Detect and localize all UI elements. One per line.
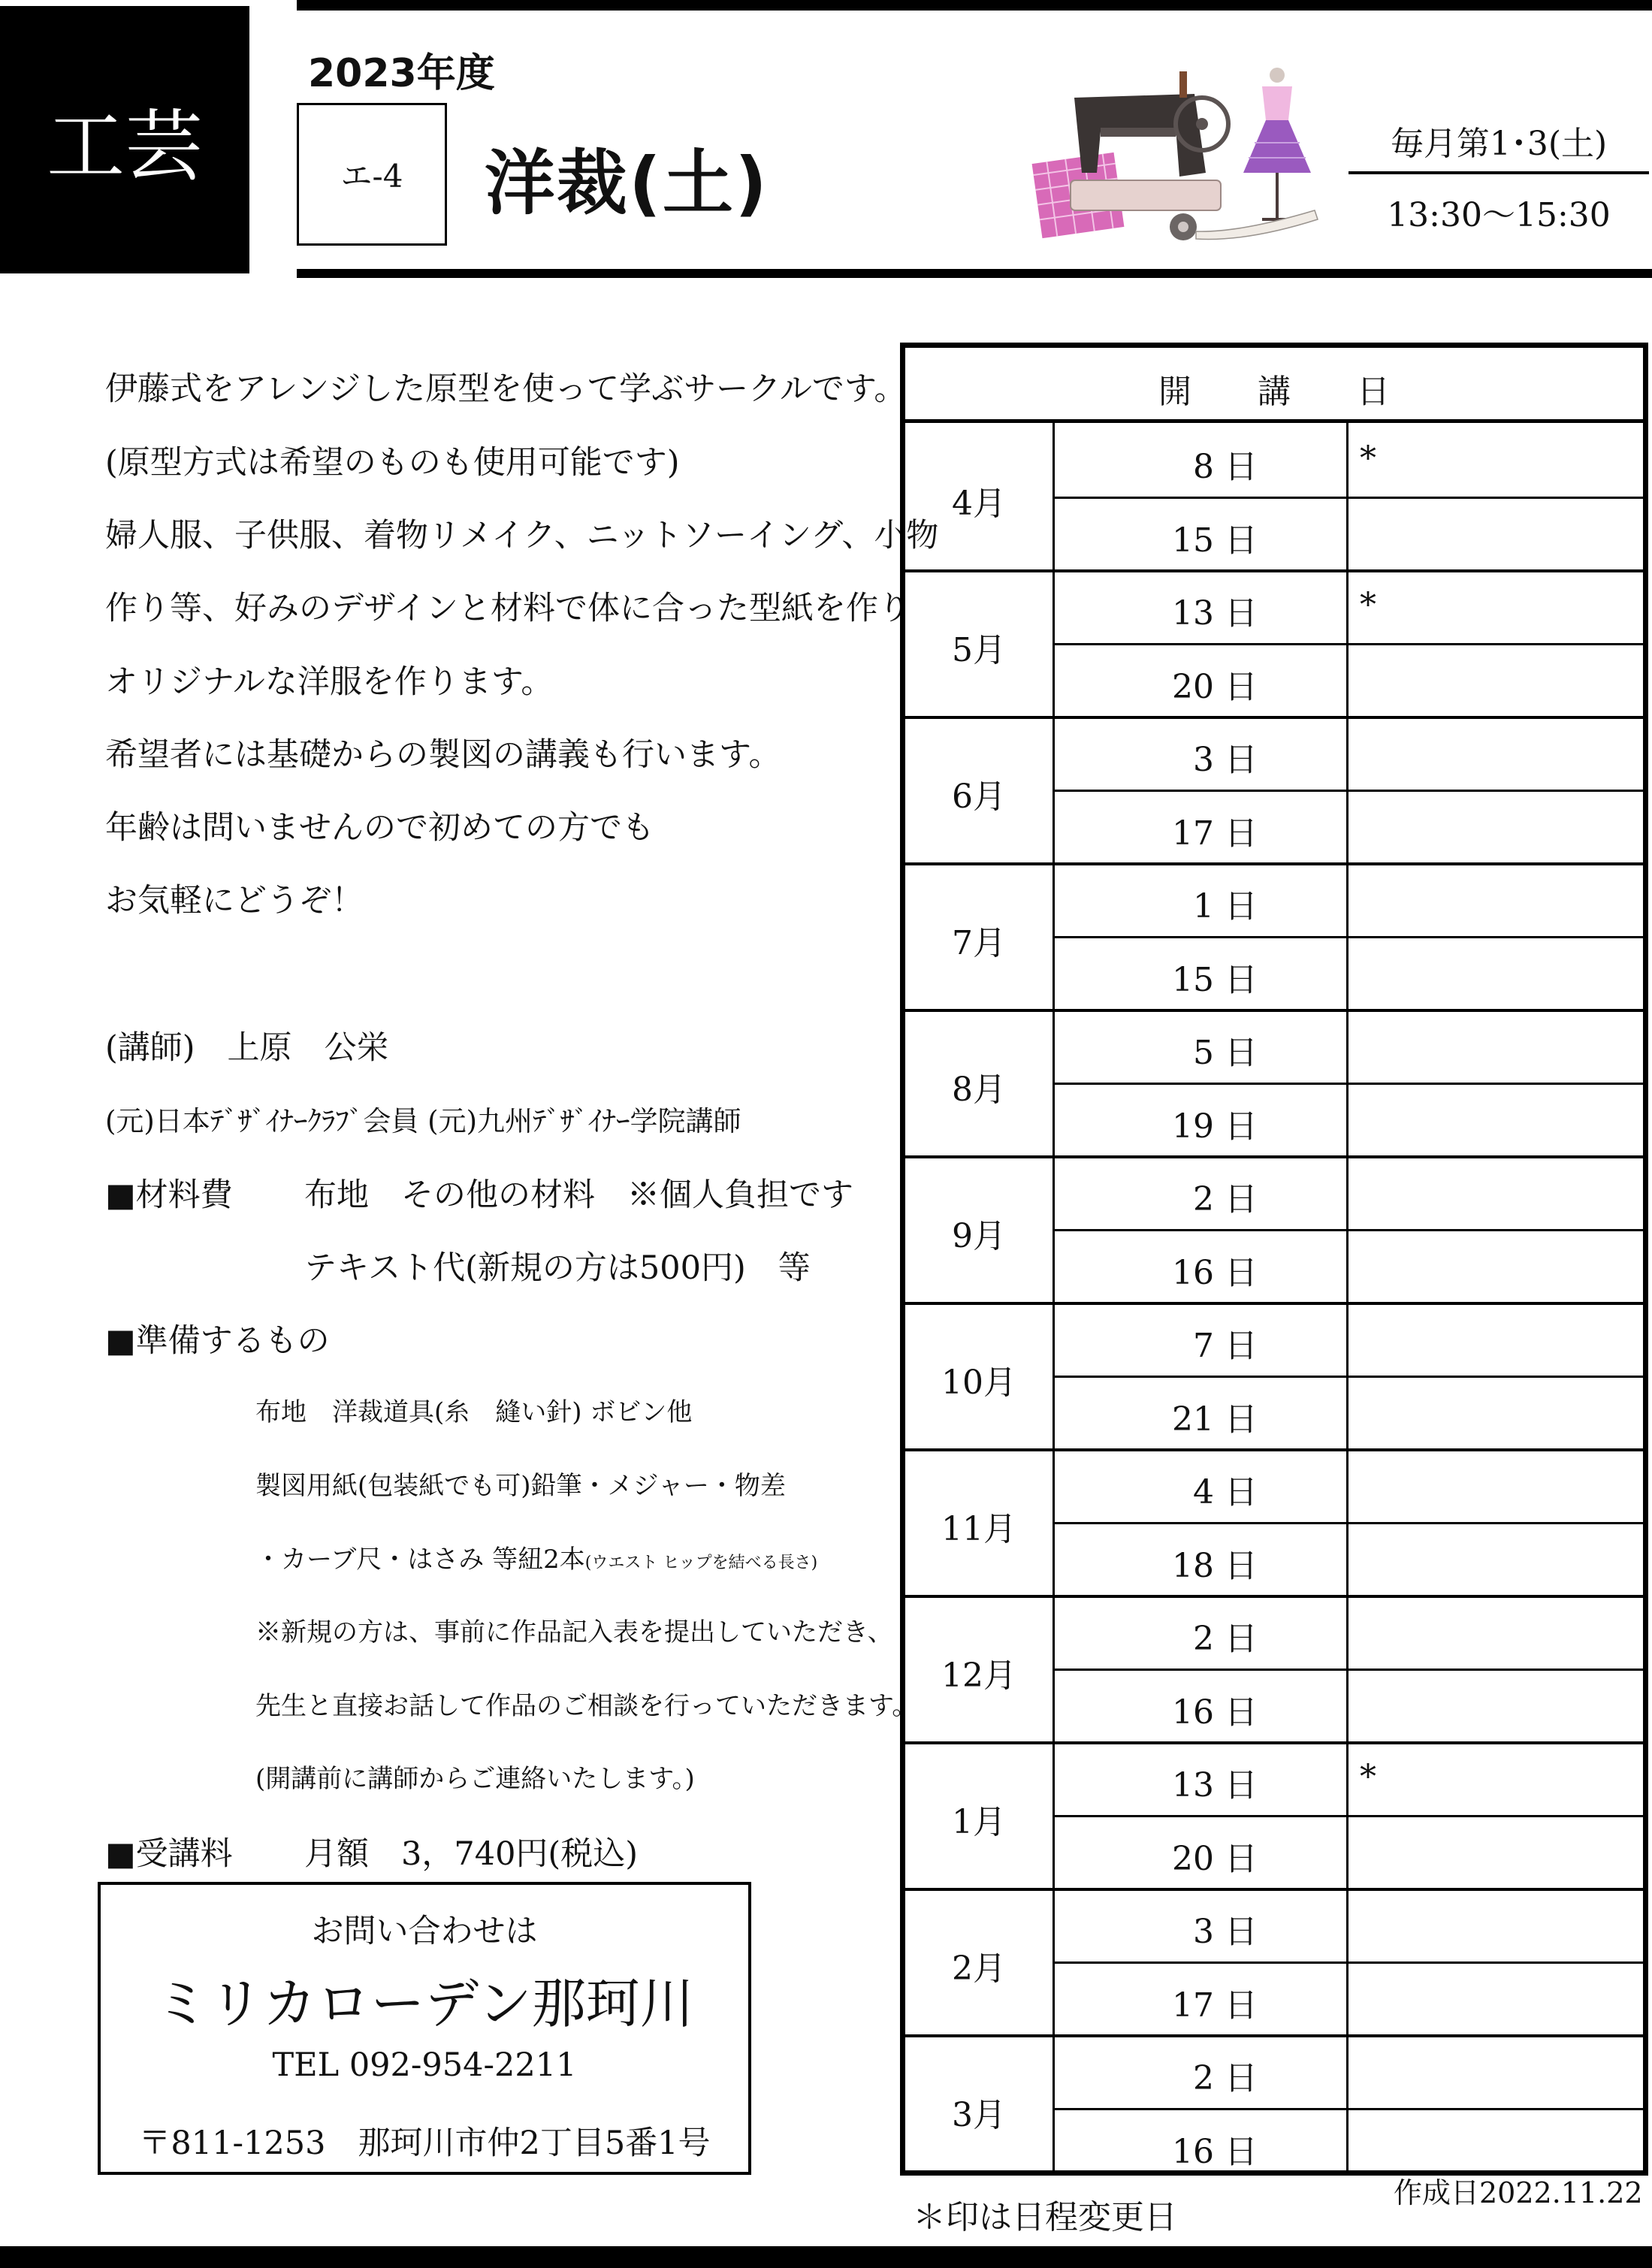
course-code: エ-4 [297,103,447,246]
table-column-rule [1346,423,1348,2170]
month-rule [905,1009,1643,1012]
month-cell: 1月 [952,1802,1006,1841]
month-cell: 6月 [952,777,1006,816]
day-cell: 1 日 [1193,887,1258,926]
month-cell: 12月 [941,1656,1016,1695]
day-rule [1053,1083,1643,1085]
fee-amount: 月額 3，740円(税込) [304,1835,638,1873]
day-cell: 4 日 [1193,1473,1258,1511]
day-cell: 21 日 [1172,1400,1258,1439]
materials-heading: ■材料費 [105,1176,233,1214]
day-cell: 5 日 [1193,1034,1258,1072]
month-rule [905,1155,1643,1158]
day-cell: 2 日 [1193,1620,1258,1658]
course-title: 洋裁(土) [485,143,769,225]
day-rule [1053,497,1643,499]
day-cell: 16 日 [1172,1253,1258,1292]
bottom-bar [0,2246,1652,2268]
intro-line: お気軽にどうぞ！ [105,882,364,920]
intro-line: 伊藤式をアレンジした原型を使って学ぶサークルです。 [105,370,907,408]
top-rule [297,0,1652,11]
preparation-note: ※新規の方は、事前に作品記入表を提出していただき、 [255,1617,893,1647]
month-cell: 9月 [952,1216,1006,1255]
intro-line: (原型方式は希望のものも使用可能です) [105,444,680,482]
month-rule [905,1595,1643,1598]
day-cell: 16 日 [1172,2132,1258,2171]
month-cell: 7月 [952,923,1006,962]
day-cell: 3 日 [1193,1913,1258,1951]
day-cell: 2 日 [1193,2059,1258,2097]
month-cell: 11月 [941,1509,1016,1548]
day-rule [1053,1669,1643,1671]
intro-line: 婦人服、子供服、着物リメイク、ニットソーイング、小物 [105,517,939,554]
contact-box [98,1882,751,2175]
month-cell: 8月 [952,1070,1006,1109]
preparation-line: 布地 洋裁道具(糸 縫い針) ボビン他 [255,1397,693,1427]
month-rule [905,1888,1643,1891]
intro-line: 年齢は問いませんので初めての方でも [105,809,654,847]
month-rule [905,1448,1643,1451]
preparation-line: ・カーブ尺・はさみ 等紐2本(ウエスト ヒップを結べる長さ) [255,1545,818,1575]
day-rule [1053,936,1643,938]
day-rule [1053,1815,1643,1817]
day-cell: 15 日 [1172,960,1258,999]
intro-line: 作り等、好みのデザインと材料で体に合った型紙を作り [105,590,911,627]
day-rule [1053,1522,1643,1524]
intro-line: 希望者には基礎からの製図の講義も行います。 [105,736,781,774]
materials-line: テキスト代(新規の方は500円) 等 [304,1249,811,1287]
day-rule [1053,1229,1643,1231]
day-cell: 17 日 [1172,814,1258,853]
month-cell: 2月 [952,1949,1006,1988]
day-rule [1053,790,1643,792]
instructor-name: (講師) 上原 公栄 [105,1029,389,1067]
contact-label: お問い合わせは [311,1913,538,1950]
day-cell: 3 日 [1193,741,1258,779]
day-cell: 7 日 [1193,1327,1258,1365]
preparation-heading: ■準備するもの [105,1322,330,1360]
preparation-line-note: (ウエスト ヒップを結べる長さ) [584,1554,818,1572]
day-cell: 15 日 [1172,521,1258,560]
month-cell: 4月 [952,484,1006,523]
instructor-credentials: (元)日本ﾃﾞｻﾞｲﾅｰｸﾗﾌﾞ会員 (元)九州ﾃﾞｻﾞｲﾅｰ学院講師 [105,1105,741,1137]
preparation-note: 先生と直接お話して作品のご相談を行っていただきます。 [255,1691,918,1721]
change-mark: * [1360,586,1376,624]
table-header-rule [905,419,1643,423]
created-date: 作成日2022.11.22 [1394,2176,1643,2209]
schedule-day: 毎月第1･3(土) [1390,125,1608,163]
fee-heading: ■受講料 [105,1835,233,1873]
day-cell: 8 日 [1193,448,1258,486]
contact-tel: TEL 092-954-2211 [272,2046,577,2084]
change-mark: * [1360,1758,1376,1796]
sewing-machine-illustration [1029,53,1330,248]
schedule-table [900,343,1648,2176]
day-cell: 18 日 [1172,1546,1258,1585]
month-rule [905,569,1643,572]
day-rule [1053,1961,1643,1964]
day-rule [1053,1376,1643,1378]
month-rule [905,1302,1643,1305]
day-cell: 13 日 [1172,1766,1258,1804]
change-mark: * [1360,439,1376,478]
header-bottom-rule [297,269,1652,278]
schedule-divider [1348,171,1649,174]
materials-line: 布地 その他の材料 ※個人負担です [304,1176,853,1214]
preparation-line: 製図用紙(包装紙でも可)鉛筆・メジャー・物差 [255,1471,786,1501]
month-cell: 5月 [952,630,1006,669]
day-cell: 16 日 [1172,1693,1258,1732]
day-cell: 20 日 [1172,1839,1258,1878]
contact-name: ミリカローデン那珂川 [155,1972,694,2035]
month-cell: 3月 [952,2095,1006,2134]
day-cell: 13 日 [1172,594,1258,633]
day-rule [1053,2108,1643,2110]
day-rule [1053,643,1643,645]
month-rule [905,1741,1643,1744]
year-label: 2023年度 [308,51,495,96]
intro-line: オリジナルな洋服を作ります。 [105,663,554,701]
month-rule [905,2034,1643,2037]
legend-note: ＊印は日程変更日 [913,2198,1177,2236]
contact-address: 〒811-1253 那珂川市仲2丁目5番1号 [138,2125,711,2162]
category-label: 工芸 [0,6,249,273]
day-cell: 17 日 [1172,1986,1258,2025]
day-cell: 19 日 [1172,1107,1258,1146]
schedule-time: 13:30～15:30 [1387,196,1611,234]
preparation-note: (開講前に講師からご連絡いたします。) [255,1764,695,1794]
month-rule [905,716,1643,719]
month-rule [905,862,1643,865]
table-header: 開 講 日 [1158,373,1390,411]
month-cell: 10月 [941,1363,1016,1402]
day-cell: 2 日 [1193,1180,1258,1219]
day-cell: 20 日 [1172,667,1258,706]
